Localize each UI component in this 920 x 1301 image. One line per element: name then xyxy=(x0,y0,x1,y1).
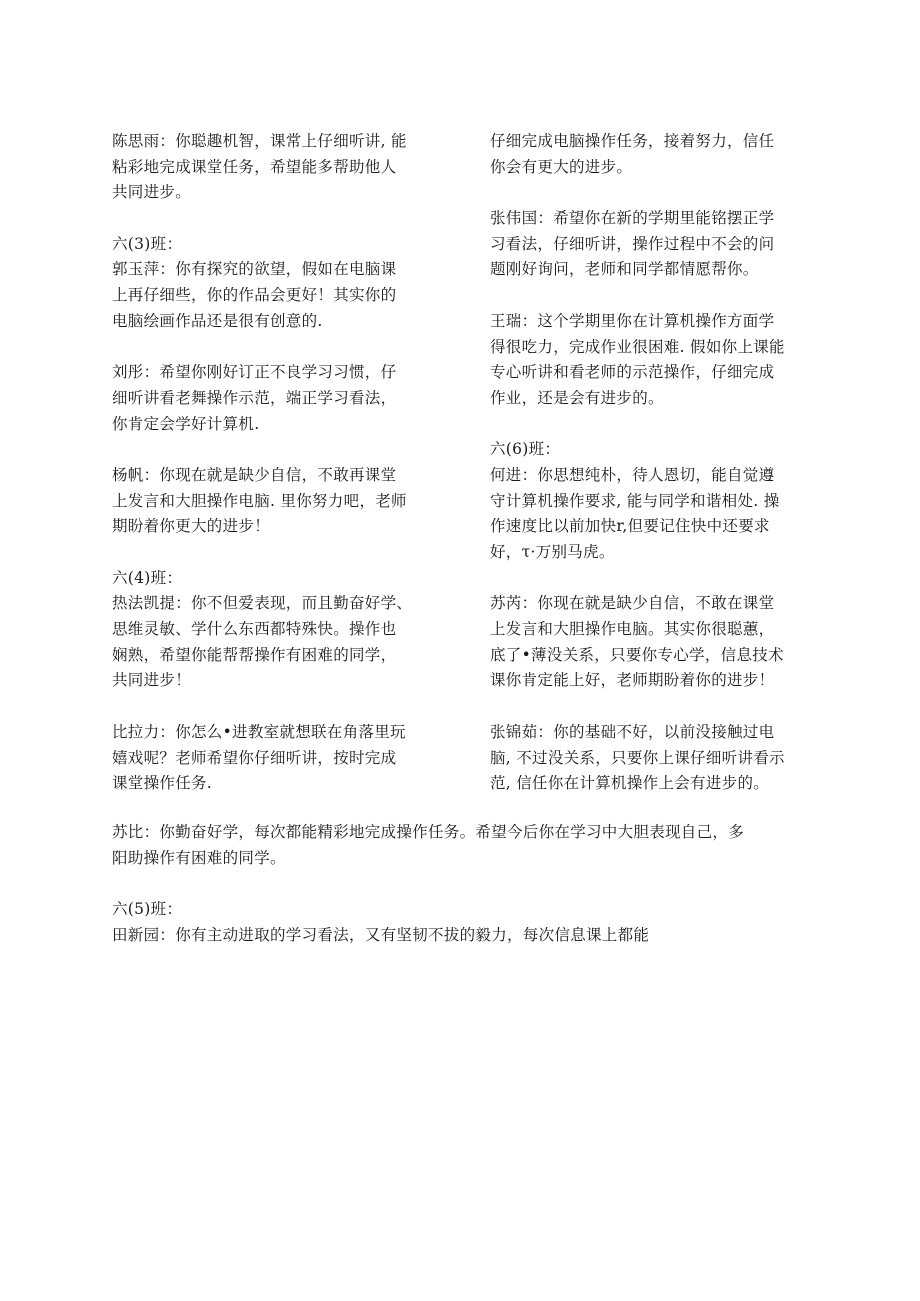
text-line: 你肯定会学好计算机. xyxy=(112,414,260,433)
text-line: 电脑绘画作品还是很有创意的. xyxy=(112,311,323,330)
text-line: 守计算机操作要求, 能与同学和谐相处. 操 xyxy=(490,491,780,510)
text-line: 阳助操作有困难的同学。 xyxy=(112,848,286,867)
text-line: 期盼着你更大的进步！ xyxy=(112,517,271,536)
text-line: 上发言和大胆操作电脑。其实你很聪蕙， xyxy=(490,620,775,639)
text-line: 刘彤：希望你刚好订正不良学习习惯，仔 xyxy=(112,363,397,382)
text-line: 杨帆：你现在就是缺少自信，不敢再课堂 xyxy=(112,465,397,484)
class-heading: 六(4)班： xyxy=(112,568,183,587)
text-line: 上再仔细些，你的作品会更好！其实你的 xyxy=(112,286,397,305)
comment-zhang-jinru xyxy=(490,720,810,797)
comment-wang-rui xyxy=(490,309,810,412)
comment-liu-tong xyxy=(112,360,442,437)
comment-bila-li xyxy=(112,720,442,797)
comment-guo-yuping xyxy=(112,232,442,335)
text-line: 上发言和大胆操作电脑. 里你努力吧，老师 xyxy=(112,491,407,510)
text-line: 思维灵敏、学什么东西都特殊快。操作也 xyxy=(112,620,397,639)
text-line: 你会有更大的进步。 xyxy=(490,157,633,176)
comment-continuation xyxy=(490,129,810,180)
text-line: 仔细完成电脑操作任务，接着努力，信任 xyxy=(490,132,775,150)
text-line: 热法凯提：你不但爱表现，而且勤奋好学、 xyxy=(112,594,413,613)
text-line: 习看法，仔细听讲，操作过程中不会的问 xyxy=(490,234,775,253)
text-line: 作速度比以前加快r,但要记住快中还要求 xyxy=(490,517,770,536)
text-line: 底了•薄没关系，只要你专心学，信息技术 xyxy=(490,645,784,664)
text-line: 课你肯定能上好，老师期盼着你的进步！ xyxy=(490,671,775,690)
text-line: 专心听讲和看老师的示范操作，仔细完成 xyxy=(490,363,775,382)
text-line: 共同进步。 xyxy=(112,183,192,202)
comment-su-bi xyxy=(112,820,812,871)
comment-he-jin xyxy=(490,437,810,565)
text-line: 嬉戏呢？老师希望你仔细听讲，按时完成 xyxy=(112,748,397,767)
text-line: 课堂操作任务. xyxy=(112,774,213,793)
text-line: 细听讲看老舞操作示范，端正学习看法， xyxy=(112,388,397,407)
text-line: 何进：你思想纯朴，待人恩切，能自觉遵 xyxy=(490,465,775,484)
comment-zhang-weiguo xyxy=(490,206,810,283)
text-line: 粘彩地完成课堂任务，希望能多帮助他人 xyxy=(112,157,397,176)
text-line: 张伟国：希望你在新的学期里能铭摆正学 xyxy=(490,209,775,228)
left-column xyxy=(112,129,442,797)
comment-su-rui xyxy=(490,591,810,694)
text-line: 脑, 不过没关系，只要你上课仔细听讲看示 xyxy=(490,748,785,767)
text-line: 共同进步！ xyxy=(112,671,192,690)
text-line: 题刚好询问，老师和同学都情愿帮你。 xyxy=(490,260,759,279)
class-heading: 六(3)班： xyxy=(112,234,183,253)
text-line: 苏芮：你现在就是缺少自信，不敢在课堂 xyxy=(490,594,775,613)
text-line: 娴熟，希望你能帮帮操作有困难的同学， xyxy=(112,645,397,664)
text-line: 范, 信任你在计算机操作上会有进步的。 xyxy=(490,774,770,793)
comment-yang-fan xyxy=(112,463,442,540)
text-line: 作业，还是会有进步的。 xyxy=(490,388,664,407)
right-column xyxy=(490,129,810,797)
text-line: 田新园：你有主动进取的学习看法，又有坚韧不拔的毅力，每次信息课上都能 xyxy=(112,925,650,944)
text-line: 张锦茹：你的基础不好，以前没接触过电 xyxy=(490,722,775,741)
class-heading: 六(6)班： xyxy=(490,440,561,459)
class-heading: 六(5)班： xyxy=(112,900,183,918)
comment-refa-kaiti xyxy=(112,566,442,694)
text-line: 比拉力：你怎么•进教室就想联在角落里玩 xyxy=(112,722,406,741)
text-line: 王瑞：这个学期里你在计算机操作方面学 xyxy=(490,311,775,330)
text-line: 陈思雨：你聪趣机智，课常上仔细听讲, 能 xyxy=(112,132,407,150)
text-line: 好，τ·万别马虎。 xyxy=(490,543,615,561)
comment-chen-siyu xyxy=(112,129,442,206)
text-line: 苏比：你勤奋好学，每次都能精彩地完成操作任务。希望今后你在学习中大胆表现自己，多 xyxy=(112,823,745,841)
comment-tian-xinyuan xyxy=(112,897,812,948)
text-line: 郭玉萍：你有探究的欲望，假如在电脑课 xyxy=(112,260,397,279)
text-line: 得很吃力，完成作业很困难. 假如你上课能 xyxy=(490,337,785,356)
